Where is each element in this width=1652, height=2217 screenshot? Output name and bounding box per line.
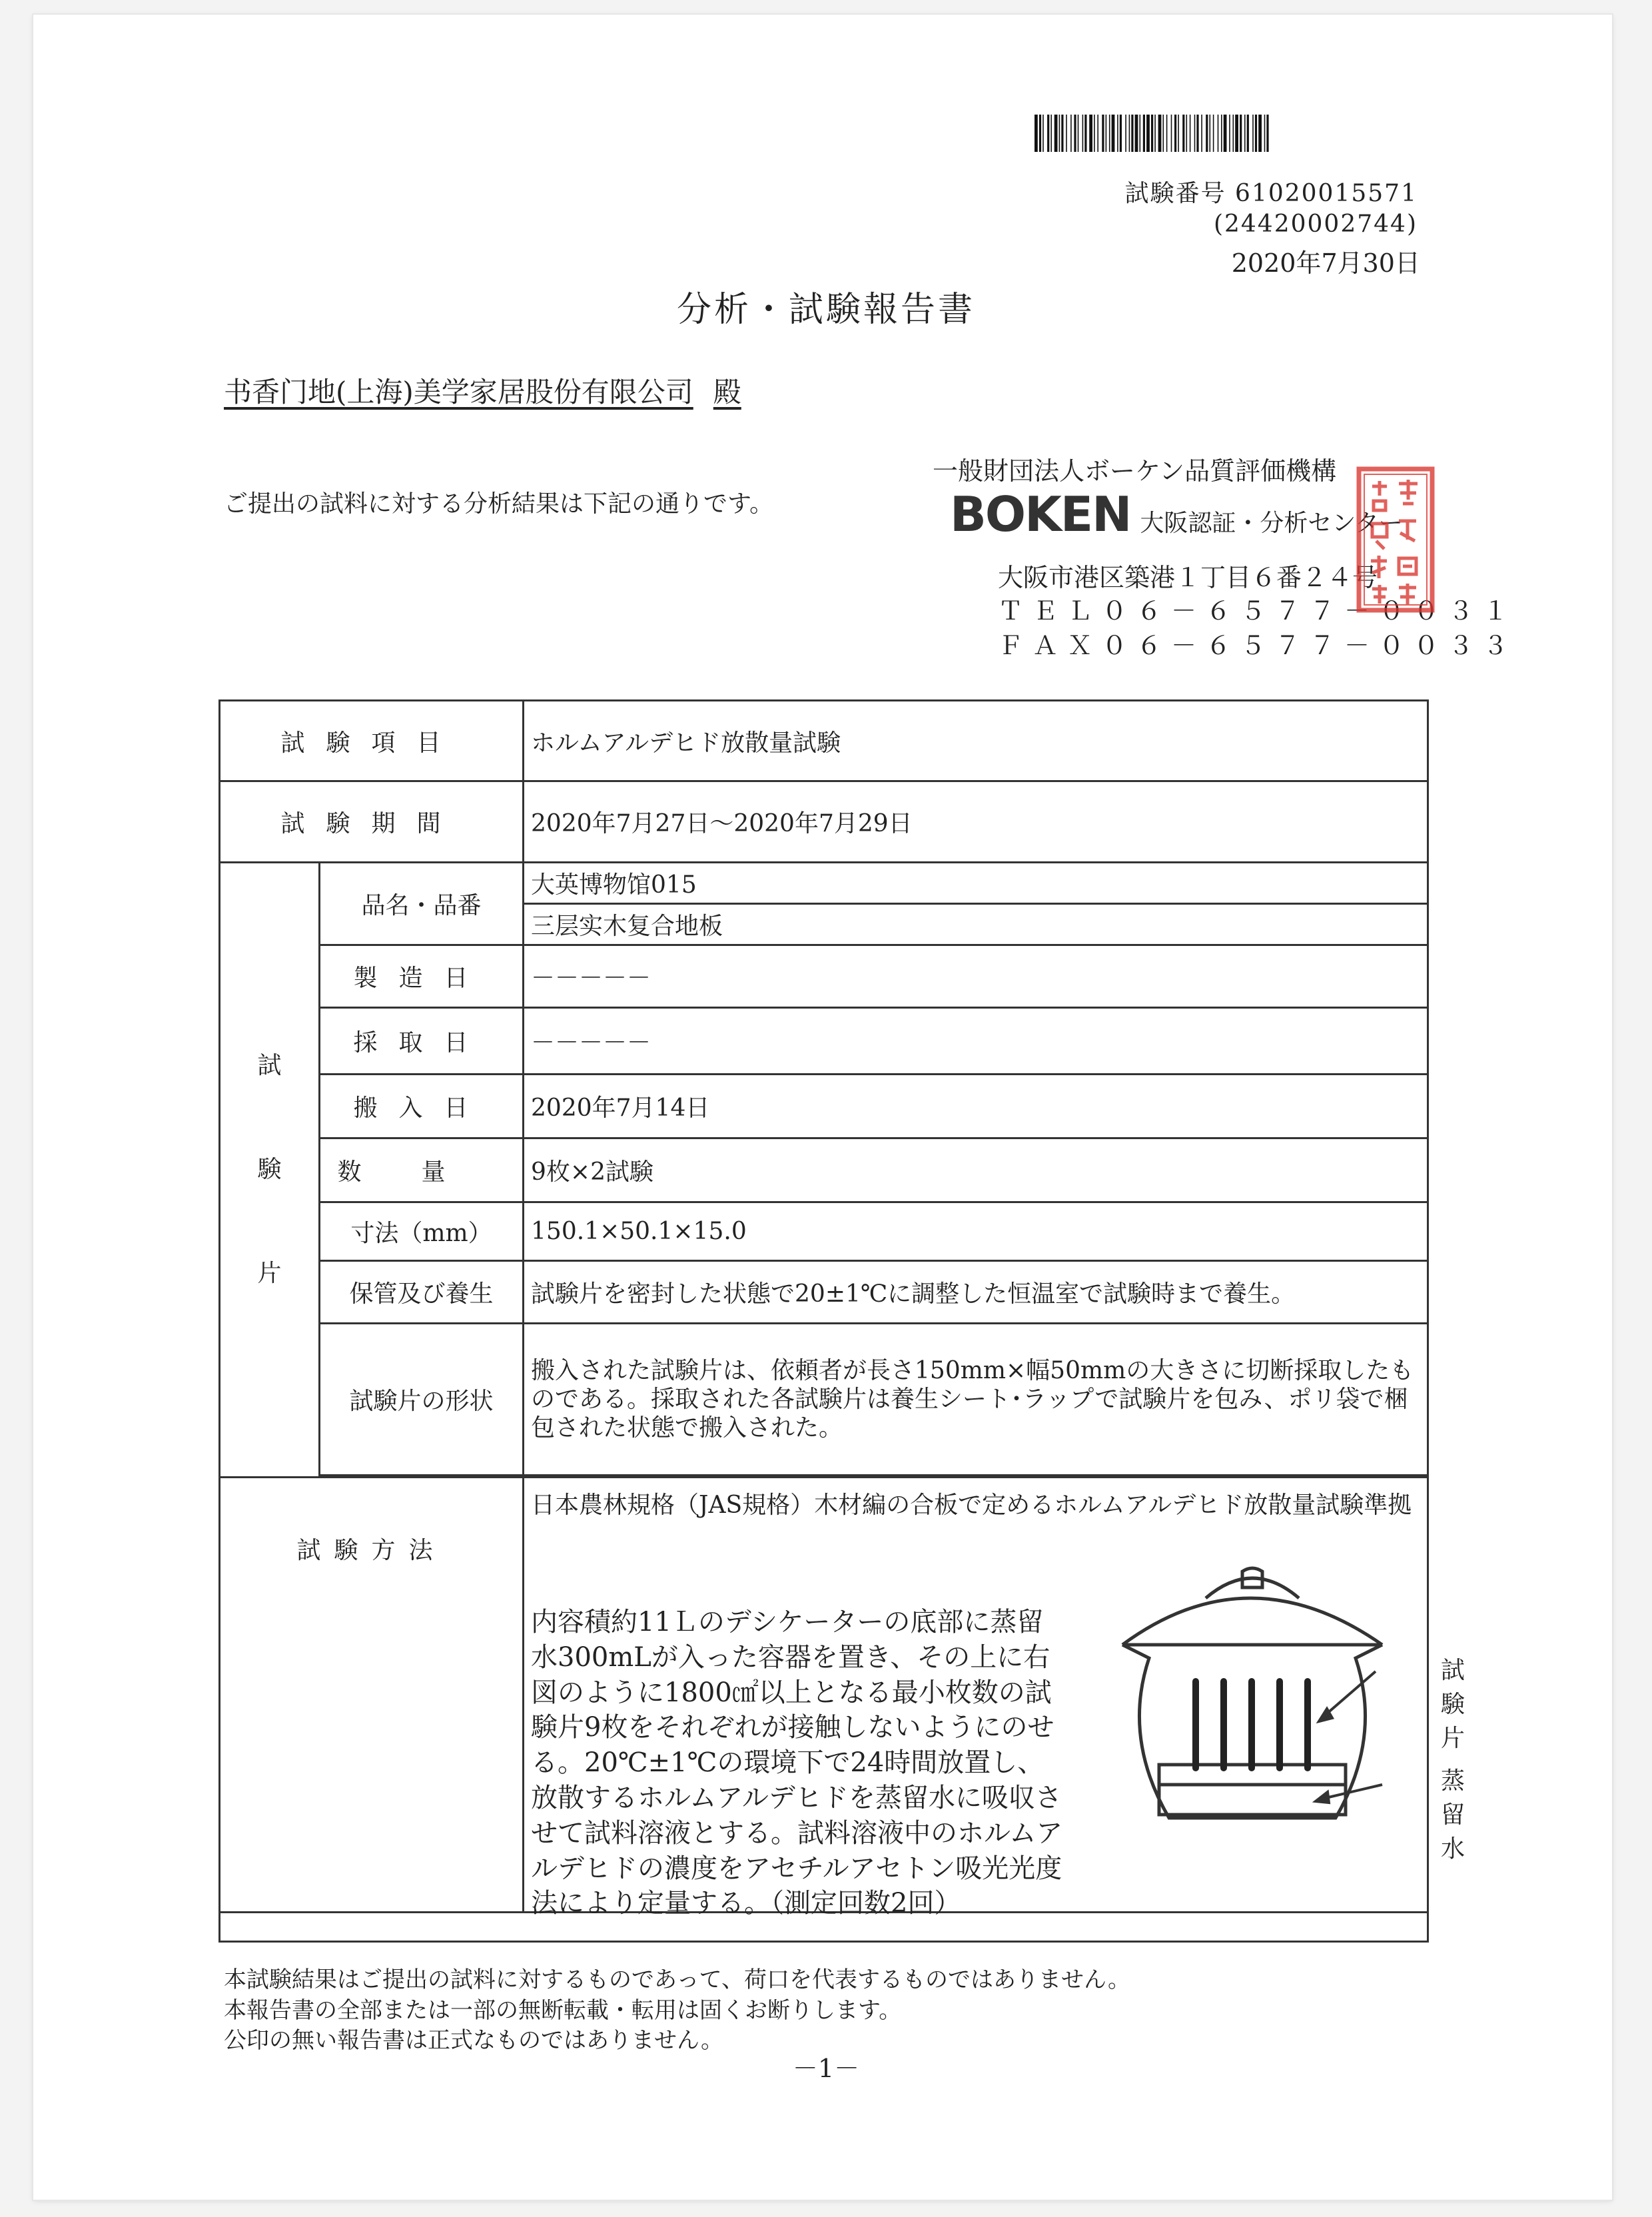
product-type-value: 三层实木复合地板 xyxy=(524,904,1428,945)
sampling-date-label: 採取日 xyxy=(320,1008,524,1075)
test-number: 試験番号 61020015571 xyxy=(1124,180,1418,207)
issuer-fax: ＦＡＸ０６－６５７７－００３３ xyxy=(998,631,1518,660)
client-company: 书香门地(上海)美学家居股份有限公司 xyxy=(224,376,693,408)
method-standard: 日本農林規格（JAS規格）木材編の合板で定めるホルムアルデヒド放散量試験準拠 xyxy=(531,1492,1412,1519)
shape-value: 搬入された試験片は、依頼者が長さ150mm×幅50mmの大きさに切断採取したものである。採取された各試験片は養生シート･ラップで試験片を包み、ポリ袋で梱包された状態で搬入された。 xyxy=(524,1324,1428,1476)
table-row xyxy=(220,781,1428,863)
dimensions-label: 寸法（mm） xyxy=(320,1202,524,1261)
page-number: －1－ xyxy=(792,2054,860,2083)
note-line: 公印の無い報告書は正式なものではありません。 xyxy=(224,2027,724,2054)
issuer-organization: 一般財団法人ボーケン品質評価機構 xyxy=(933,456,1337,486)
curing-value: 試験片を密封した状態で20±1℃に調整した恒温室で試験時まで養生。 xyxy=(524,1261,1428,1324)
table-row xyxy=(220,1261,1428,1324)
specimen-label-char: 片 xyxy=(257,1260,282,1287)
test-period-value: 2020年7月27日～2020年7月29日 xyxy=(524,781,1428,863)
dimensions-value: 150.1×50.1×15.0 xyxy=(524,1202,1428,1261)
disclaimer-notes xyxy=(224,1965,1130,2056)
shape-label: 試験片の形状 xyxy=(320,1324,524,1476)
specimen-section-label xyxy=(220,863,320,1478)
curing-label: 保管及び養生 xyxy=(320,1261,524,1324)
table-row xyxy=(220,1008,1428,1075)
issuer-tel: ＴＥＬ０６－６５７７－００３１ xyxy=(998,596,1518,626)
delivery-date-label: 搬入日 xyxy=(320,1075,524,1138)
method-description: 内容積約11Ｌのデシケーターの底部に蒸留水300mLが入った容器を置き、その上に右図のように1800㎠以上となる最小枚数の試験片9枚をそれぞれが接触しないようにのせる。20℃±1℃の環境下で24時間放置し、放散するホルムアルデヒドを蒸留水に吸収させて試料溶液とする。試料溶液中のホルムアルデヒドの濃度をアセチルアセトン吸光光度法により定量する。（測定回数2回） xyxy=(531,1607,1063,1919)
intro-text: ご提出の試料に対する分析結果は下記の通りです。 xyxy=(224,490,774,518)
note-line: 本試験結果はご提出の試料に対するものであって、荷口を代表するものではありません。 xyxy=(224,1967,1131,1993)
issuer-center: 大阪認証・分析センター xyxy=(1140,510,1403,537)
table-row xyxy=(220,701,1428,781)
product-name-value: 大英博物馆015 xyxy=(524,863,1428,904)
specimen-label-char: 験 xyxy=(257,1156,282,1183)
method-content xyxy=(531,1478,1465,1919)
table-row xyxy=(220,1202,1428,1261)
table-row xyxy=(220,1324,1428,1476)
mfg-date-label: 製造日 xyxy=(320,945,524,1008)
sampling-date-value: －－－－－ xyxy=(524,1008,1428,1075)
issuer-logo-row xyxy=(950,486,1403,542)
report-title: 分析・試験報告書 xyxy=(676,290,975,330)
report-table xyxy=(218,699,1465,1943)
table-row xyxy=(220,1075,1428,1138)
diagram-label-water: 蒸留水 xyxy=(1441,1767,1465,1863)
table-row xyxy=(220,863,1428,904)
boken-logo: BOKEN xyxy=(950,486,1131,542)
method-cell xyxy=(524,1478,1465,1919)
test-item-label: 試験項目 xyxy=(220,701,524,781)
issuer-address: 大阪市港区築港１丁目６番２４号 xyxy=(998,563,1378,592)
official-seal-stamp xyxy=(1356,466,1435,613)
test-item-value: ホルムアルデヒド放散量試験 xyxy=(524,701,1428,781)
test-period-label: 試験期間 xyxy=(220,781,524,863)
mfg-date-value: －－－－－ xyxy=(524,945,1428,1008)
table-row xyxy=(220,1478,1428,1913)
test-number-sub: (24420002744) xyxy=(1213,211,1418,238)
client-name xyxy=(224,370,741,410)
table-row xyxy=(220,945,1428,1008)
note-line: 本報告書の全部または一部の無断転載・転用は固くお断りします。 xyxy=(224,1996,902,2024)
specimen-label-char: 試 xyxy=(257,1052,282,1079)
delivery-date-value: 2020年7月14日 xyxy=(524,1075,1428,1138)
diagram-label-specimen: 試験片 xyxy=(1441,1657,1465,1752)
method-label: 試験方法 xyxy=(220,1478,524,1913)
report-date: 2020年7月30日 xyxy=(1231,248,1420,278)
desiccator-diagram xyxy=(1096,1565,1409,1851)
table-row xyxy=(220,1138,1428,1202)
quantity-label: 数量 xyxy=(320,1138,524,1202)
client-honorific: 殿 xyxy=(713,376,741,408)
quantity-value: 9枚×2試験 xyxy=(524,1138,1428,1202)
barcode-image xyxy=(1034,115,1422,152)
product-label: 品名・品番 xyxy=(320,863,524,945)
